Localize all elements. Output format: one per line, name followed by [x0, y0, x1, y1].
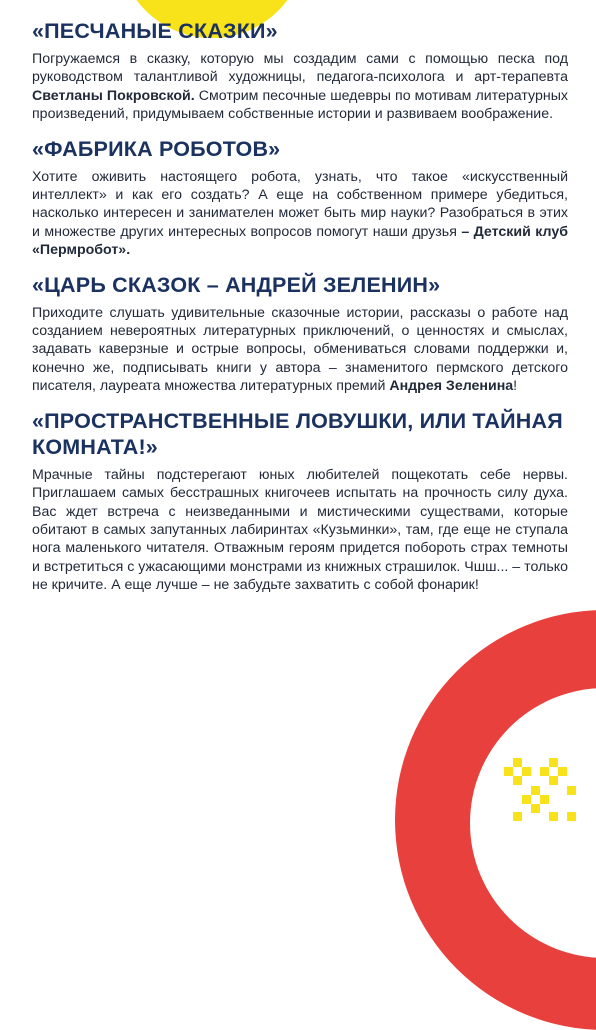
highlight-name: Светланы Покровской.: [32, 87, 195, 104]
highlight-name: – Детский клуб «Пермробот».: [32, 223, 568, 259]
section-title: «ПЕСЧАНЫЕ СКАЗКИ»: [32, 19, 278, 43]
section-sand-tales: [32, 18, 568, 124]
section-title: «ЦАРЬ СКАЗОК – АНДРЕЙ ЗЕЛЕНИН»: [32, 272, 441, 297]
section-title: «ПРОСТРАНСТВЕННЫЕ ЛОВУШКИ, ИЛИ ТАЙНАЯ КОМНАТА!»: [32, 408, 563, 459]
section-text: Погружаемся в сказку, которую мы создадим сами с помощью песка под руководством талантливой художницы, педагога-психолога и арт-терапевта Светланы Покровской. Смотрим песочные шедевры по мотивам литературных произведений, придумываем собственные истории и развиваем воображение.: [32, 51, 568, 123]
highlight-name: Андрея Зеленина: [389, 378, 514, 395]
section-text: Хотите оживить настоящего робота, узнать, что такое «искусственный интеллект» и как его создать? А еще на собственном примере убедиться, насколько интересен и занимателен может быть мир науки? Разобраться в этих и множестве других интересных вопросов помогут наши друзья – Детский клуб «Пермробот».: [32, 168, 568, 259]
section-king-of-tales: [32, 272, 568, 396]
yellow-pixel-pattern-icon: [495, 750, 585, 830]
section-robot-factory: [32, 136, 568, 260]
section-title: «ФАБРИКА РОБОТОВ»: [32, 136, 281, 161]
section-text: Приходите слушать удивительные сказочные истории, рассказы о работе над созданием невероятных литературных приключений, о ценностях и смыслах, задавать каверзные и острые вопросы, обмениваться словами поддержки и, конечно же, подписывать книги у автора – знаменитого пермского детского писателя, лауреата множества литературных премий Андрея Зеленина!: [32, 304, 568, 395]
section-text: Мрачные тайны подстерегают юных любителей пощекотать себе нервы. Приглашаем самых бесстрашных книгочеев испытать на прочность силу духа. Вас ждет встреча с неизведанными и мистическими существами, которые обитают в самых запутанных лабиринтах «Кузьминки», там, где еще не ступала нога маленького читателя. Отважным героям придется побороть страх темноты и встретиться с ужасающими монстрами из книжных страшилок. Чшш... – только не кричите. А еще лучше – не забудьте захватить с собой фонарик!: [32, 466, 568, 594]
document-body: [32, 18, 568, 607]
section-secret-room: [32, 408, 568, 595]
